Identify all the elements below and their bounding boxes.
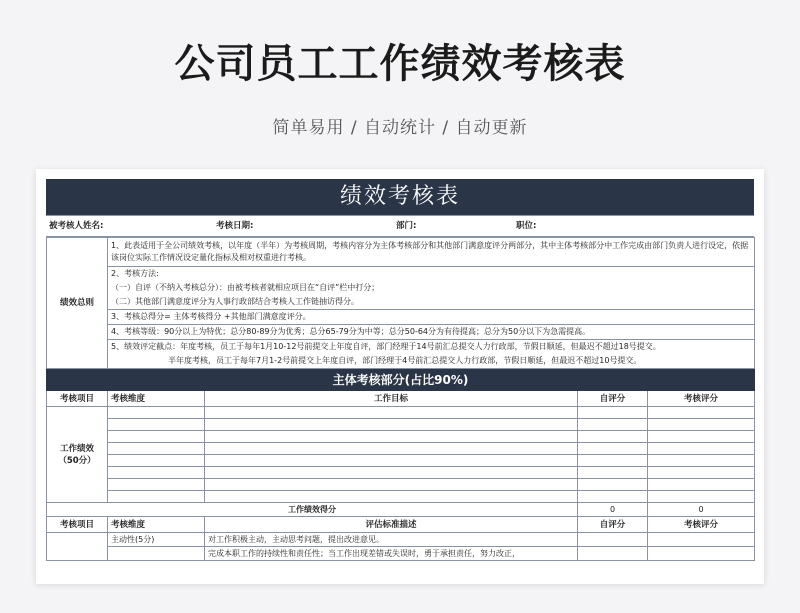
work-row xyxy=(47,419,755,431)
rules-row-8 xyxy=(47,354,755,369)
header-dimension: 考核维度 xyxy=(108,391,205,407)
work-cell[interactable] xyxy=(648,455,755,467)
header-self: 自评分 xyxy=(578,391,648,407)
header-criteria: 评估标准描述 xyxy=(205,517,578,533)
work-cell[interactable] xyxy=(648,467,755,479)
work-cell[interactable] xyxy=(108,455,205,467)
criteria-self[interactable] xyxy=(578,533,648,547)
criteria-self[interactable] xyxy=(578,547,648,561)
sheet-content xyxy=(46,179,754,561)
work-cell[interactable] xyxy=(205,467,578,479)
work-cell[interactable] xyxy=(108,443,205,455)
header-dimension-2: 考核维度 xyxy=(108,517,205,533)
rules-row-4 xyxy=(47,295,755,310)
work-label xyxy=(47,407,108,503)
rules-row-2 xyxy=(47,267,755,282)
rules-line-1: 1、此表适用于全公司绩效考核，以年度（半年）为考核周期，考核内容分为主体考核部分和其他部门满意度评分两部分，其中主体考核部分中工作完成由部门负责人进行设定，依据该岗位实际工作情况设定量化指标及相对权重进行考核。 xyxy=(108,238,755,267)
work-cell[interactable] xyxy=(205,443,578,455)
rules-line-5b: 半年度考核，员工于每年7月1-2号前提交上年度自评，部门经理于4号前汇总提交人力行政部，节假日顺延，但最迟不超过10号提交。 xyxy=(108,354,755,369)
header-item: 考核项目 xyxy=(47,391,108,407)
work-cell[interactable] xyxy=(578,479,648,491)
work-row xyxy=(47,443,755,455)
work-cell[interactable] xyxy=(108,407,205,419)
criteria-description: 完成本职工作的持续性和责任性；当工作出现差错或失误时，勇于承担责任，努力改正， xyxy=(205,547,578,561)
dept-label: 部门: xyxy=(336,216,476,237)
main-section-bar xyxy=(47,370,755,391)
header-target: 工作目标 xyxy=(205,391,578,407)
work-cell[interactable] xyxy=(578,443,648,455)
rules-line-2c: （二）其他部门满意度评分为人事行政部结合考核人工作链抽访得分。 xyxy=(108,295,755,310)
name-label: 被考核人姓名: xyxy=(46,216,196,237)
work-cell[interactable] xyxy=(648,407,755,419)
subtotal-row xyxy=(47,503,755,517)
main-header-row xyxy=(47,391,755,407)
work-row xyxy=(47,455,755,467)
header-self-2: 自评分 xyxy=(578,517,648,533)
rules-label: 绩效总则 xyxy=(47,238,108,369)
work-cell[interactable] xyxy=(578,491,648,503)
work-cell[interactable] xyxy=(108,479,205,491)
criteria-row xyxy=(47,547,755,561)
rules-row-1 xyxy=(47,238,755,267)
rules-row-3 xyxy=(47,281,755,295)
rules-row-5 xyxy=(47,310,755,325)
info-table xyxy=(46,215,754,237)
work-cell[interactable] xyxy=(205,431,578,443)
second-header-row xyxy=(47,517,755,533)
work-cell[interactable] xyxy=(648,419,755,431)
rules-line-2a: 2、考核方法: xyxy=(108,267,755,282)
header-review-2: 考核评分 xyxy=(648,517,755,533)
spreadsheet-preview xyxy=(36,169,764,584)
rules-row-6 xyxy=(47,325,755,340)
work-cell[interactable] xyxy=(578,467,648,479)
work-cell[interactable] xyxy=(205,419,578,431)
work-row xyxy=(47,467,755,479)
header-item-2: 考核项目 xyxy=(47,517,108,533)
criteria-review[interactable] xyxy=(648,533,755,547)
criteria-description: 对工作积极主动，主动思考问题，提出改进意见。 xyxy=(205,533,578,547)
work-cell[interactable] xyxy=(648,491,755,503)
work-cell[interactable] xyxy=(578,431,648,443)
work-cell[interactable] xyxy=(108,467,205,479)
work-cell[interactable] xyxy=(648,443,755,455)
rules-line-2b: （一）自评（不纳入考核总分）：由被考核者就相应项目在“自评”栏中打分； xyxy=(108,281,755,295)
page-subtitle: 简单易用 / 自动统计 / 自动更新 xyxy=(272,118,528,138)
work-cell[interactable] xyxy=(648,479,755,491)
work-cell[interactable] xyxy=(578,419,648,431)
criteria-review[interactable] xyxy=(648,547,755,561)
work-row xyxy=(47,431,755,443)
subtotal-label: 工作绩效得分 xyxy=(47,503,578,517)
work-cell[interactable] xyxy=(205,479,578,491)
work-row xyxy=(47,491,755,503)
main-section-title: 主体考核部分(占比90%) xyxy=(47,370,755,391)
position-label: 职位: xyxy=(476,216,754,237)
work-cell[interactable] xyxy=(205,491,578,503)
work-cell[interactable] xyxy=(205,455,578,467)
work-cell[interactable] xyxy=(578,407,648,419)
sheet-banner: 绩效考核表 xyxy=(46,179,754,215)
info-row xyxy=(46,216,754,237)
criteria-row xyxy=(47,533,755,547)
date-label: 考核日期: xyxy=(196,216,336,237)
rules-row-7 xyxy=(47,340,755,355)
subtotal-self: 0 xyxy=(578,503,648,517)
rules-line-4: 4、考核等级：90分以上为特优；总分80-89分为优秀；总分65-79分为中等；总分50-64分为有待提高；总分为50分以下为急需提高。 xyxy=(108,325,755,340)
header-review: 考核评分 xyxy=(648,391,755,407)
rules-table xyxy=(46,237,755,369)
criteria-dimension xyxy=(108,547,205,561)
criteria-item-cell xyxy=(47,533,108,561)
work-row xyxy=(47,479,755,491)
work-cell[interactable] xyxy=(108,419,205,431)
criteria-dimension: 主动性(5分) xyxy=(108,533,205,547)
subtotal-review: 0 xyxy=(648,503,755,517)
work-cell[interactable] xyxy=(205,407,578,419)
work-cell[interactable] xyxy=(578,455,648,467)
main-table xyxy=(46,369,755,561)
work-row xyxy=(47,407,755,419)
work-cell[interactable] xyxy=(108,491,205,503)
work-cell[interactable] xyxy=(648,431,755,443)
page-title: 公司员工工作绩效考核表 xyxy=(174,41,626,87)
rules-line-3: 3、考核总得分= 主体考核得分 +其他部门满意度评分。 xyxy=(108,310,755,325)
work-label-text: 工作绩效（50分） xyxy=(58,443,96,466)
rules-line-5a: 5、绩效评定截点：年度考核，员工于每年1月10-12号前提交上年度自评，部门经理于14号前汇总提交人力行政部，节假日顺延，但最迟不超过18号提交。 xyxy=(108,340,755,355)
work-cell[interactable] xyxy=(108,431,205,443)
